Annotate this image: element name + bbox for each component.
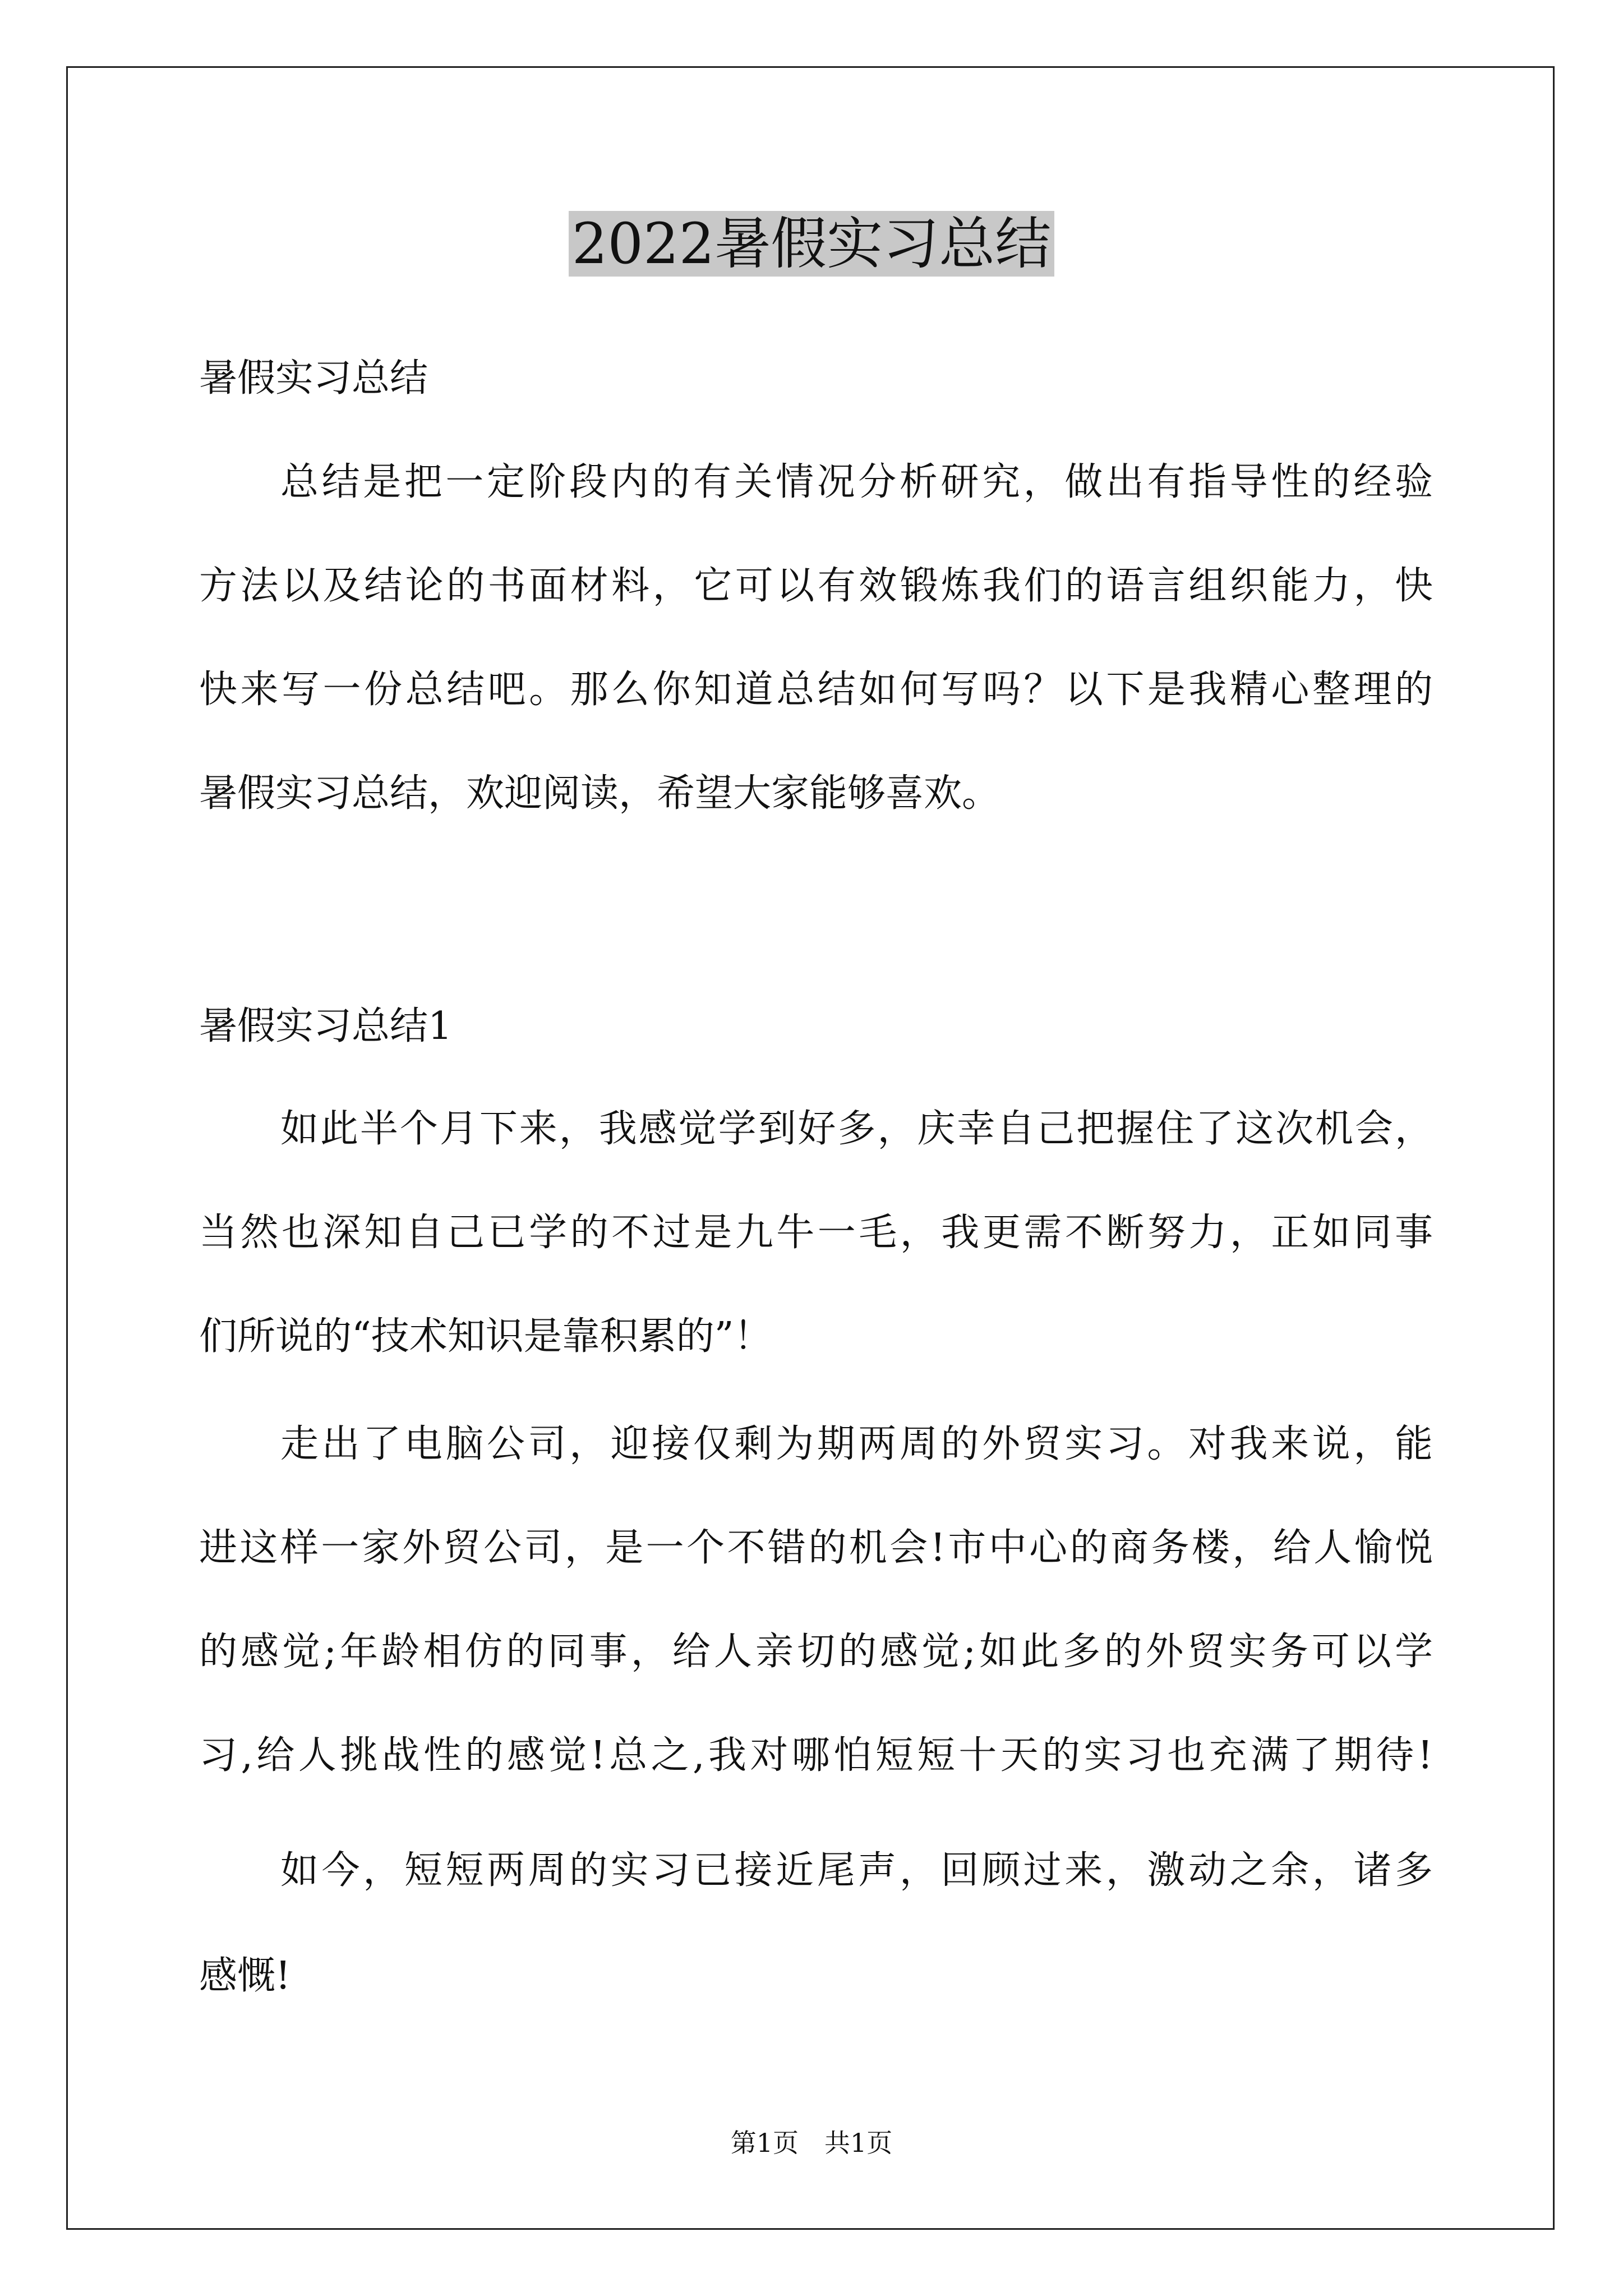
para3-line-2: 感慨!: [199, 1954, 291, 1998]
para3-line-1: 如今，短短两周的实习已接近尾声，回顾过来，激动之余，诸多: [280, 1848, 1433, 1893]
para1-line-1: 如此半个月下来，我感觉学到好多，庆幸自己把握住了这次机会，: [280, 1107, 1433, 1151]
title-text: 2022暑假实习总结: [569, 211, 1055, 277]
para2-line-2: 进这样一家外贸公司，是一个不错的机会!市中心的商务楼，给人愉悦: [199, 1526, 1433, 1570]
para2-line-4: 习,给人挑战性的感觉!总之,我对哪怕短短十天的实习也充满了期待!: [199, 1733, 1433, 1778]
para2-line-3: 的感觉;年龄相仿的同事，给人亲切的感觉;如此多的外贸实务可以学: [199, 1630, 1433, 1674]
intro-line-1: 总结是把一定阶段内的有关情况分析研究，做出有指导性的经验: [280, 460, 1433, 504]
para1-line-3: 们所说的“技术知识是靠积累的”！: [199, 1314, 772, 1359]
intro-line-3: 快来写一份总结吧。那么你知道总结如何写吗？以下是我精心整理的: [199, 668, 1433, 712]
intro-heading: 暑假实习总结: [199, 356, 428, 401]
section1-heading: 暑假实习总结1: [199, 1004, 453, 1048]
intro-line-4: 暑假实习总结，欢迎阅读，希望大家能够喜欢。: [199, 771, 1000, 816]
document-title: [0, 208, 1623, 280]
page-number-footer: 第1页 共1页: [730, 2128, 893, 2158]
para1-line-2: 当然也深知自己已学的不过是九牛一毛，我更需不断努力，正如同事: [199, 1211, 1433, 1255]
intro-line-2: 方法以及结论的书面材料，它可以有效锻炼我们的语言组织能力，快: [199, 564, 1433, 608]
para2-line-1: 走出了电脑公司，迎接仅剩为期两周的外贸实习。对我来说，能: [280, 1422, 1433, 1466]
